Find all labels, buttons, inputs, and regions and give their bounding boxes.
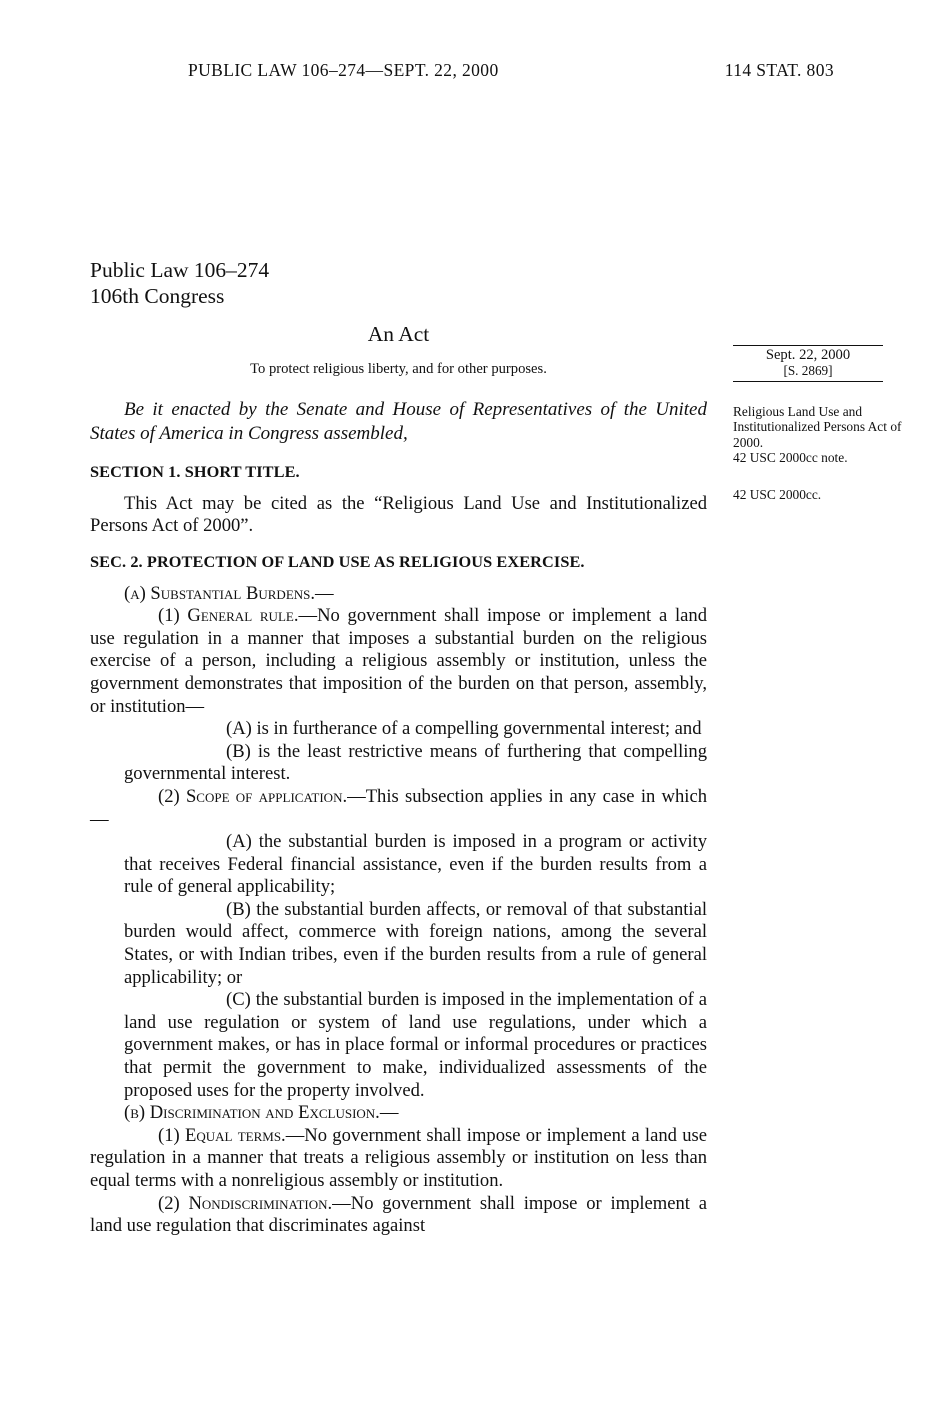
paragraph-a2 [90,786,707,831]
approval-date: Sept. 22, 2000 [765,347,851,363]
enacting-clause: Be it enacted by the Senate and House of Representatives of the United States of America in Congress assembled, [90,399,707,444]
main-text-column [90,258,707,1238]
running-head [188,60,848,81]
section-1-heading: SECTION 1. SHORT TITLE. [90,462,300,482]
paragraph-b1-text: No government shall impose or implement a land use regulation in a manner that treats a religious assembly or institution on less than equal terms with a nonreligious assembly or institution. [90,1124,707,1191]
bill-number: [S. 2869] [783,363,833,379]
subparagraph-a2B: (B) the substantial burden affects, or removal of that substantial burden would affect, commerce with foreign nations, among the several States, or with Indian tribes, even if the burden results from a rule of general applicability; or [124,898,707,988]
section-2-heading: SEC. 2. PROTECTION OF LAND USE AS RELIGIOUS EXERCISE. [90,551,585,571]
paragraph-a2-text: This subsection applies in any case in which— [90,785,708,830]
subparagraph-a2C: (C) the substantial burden is imposed in the implementation of a land use regulation or system of land use regulations, under which a government makes, or has in place formal or informal procedures or practices that permit the government to make, individualized assessments of the proposed uses for the property involved. [124,989,707,1101]
paragraph-b2 [90,1193,707,1238]
subparagraph-a1B: (B) is the least restrictive means of furthering that compelling governmental interest. [124,740,707,785]
paragraph-b1-label: (1) Equal terms.— [158,1124,305,1146]
act-purpose: To protect religious liberty, and for other purposes. [250,360,547,377]
date-box [733,345,883,382]
short-title-note [733,404,909,466]
paragraph-a1-text: No government shall impose or implement a land use regulation in a manner that imposes a substantial burden on the religious exercise of a person, including a religious assembly or institution, unless the government demonstrates that imposition of the burden on that person, assembly, or institution— [90,605,707,717]
paragraph-a1 [90,605,707,718]
section-1-text: This Act may be cited as the “Religious Land Use and Institutionalized Persons Act of 2000”. [90,492,707,537]
usc-note-2-block [733,487,909,502]
running-head-right: 114 STAT. 803 [724,60,834,80]
subsection-b-label-text: (b) Discrimination and Exclusion.— [124,1102,399,1124]
law-number: Public Law 106–274 [90,258,270,282]
paragraph-b1 [90,1125,707,1193]
an-act-title: An Act [367,322,430,346]
usc-note-1: 42 USC 2000cc note. [733,450,848,466]
usc-note-2: 42 USC 2000cc. [733,487,822,503]
paragraph-a2-label: (2) Scope of application.— [158,785,366,807]
running-head-left: PUBLIC LAW 106–274—SEPT. 22, 2000 [188,60,499,80]
short-title-note-text: Religious Land Use and Institutionalized Persons Act of 2000. [733,403,902,450]
subsection-a-label-text: (a) Substantial Burdens.— [124,582,334,604]
subparagraph-a2A: (A) the substantial burden is imposed in a program or activity that receives Federal financial assistance, even if the burden results from a rule of general applicability; [124,831,707,898]
subsection-b-label [90,1102,707,1125]
subsection-a-label [90,583,707,606]
congress-number: 106th Congress [90,283,225,308]
side-notes [733,345,923,503]
paragraph-a1-label: (1) General rule.— [158,605,318,627]
paragraph-b2-text: No government shall impose or implement a land use regulation that discriminates against [90,1192,707,1237]
subparagraph-a1A: (A) is in furtherance of a compelling governmental interest; and [226,718,702,740]
paragraph-b2-label: (2) Nondiscrimination.— [158,1192,351,1214]
